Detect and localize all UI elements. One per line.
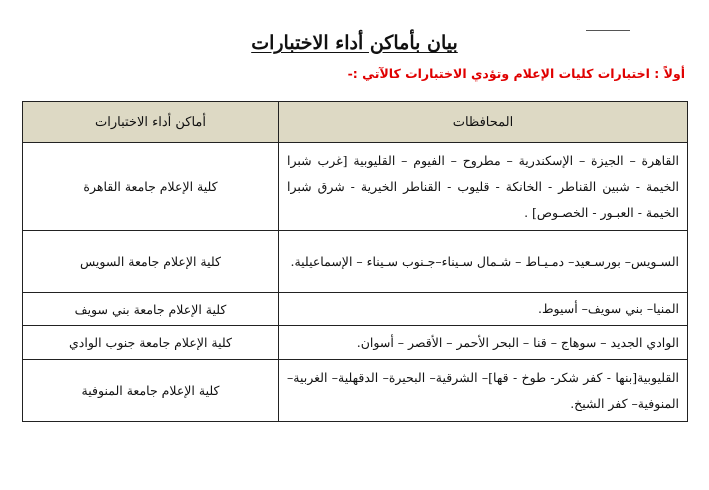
governorates-cell: القليوبية[بنها - كفر شكر- طوخ - قها]– الشرقية– البحيرة– الدقهلية– الغربية– المنوفية– كفر الشيخ. <box>279 360 688 422</box>
location-cell: كلية الإعلام جامعة القاهرة <box>23 143 279 231</box>
table-row <box>23 231 688 293</box>
table-row <box>23 293 688 326</box>
location-cell: كلية الإعلام جامعة السويس <box>23 231 279 293</box>
table-row <box>23 360 688 422</box>
governorates-cell: القاهرة – الجيزة – الإسكندرية – مطروح – الفيوم – القليوبية [غرب شبرا الخيمة - شبين القناطر - الخانكة - قليوب - القناطر الخيرية - شرق شبرا الخيمة - العبـور - الخصـوص] . <box>279 143 688 231</box>
header-governorates: المحافظات <box>279 102 688 143</box>
document-subtitle: أولاً : اختبارات كليات الإعلام وتؤدي الاختبارات كالآتي :- <box>347 66 685 81</box>
governorates-cell: المنيا– بني سويف– أسيوط. <box>279 293 688 326</box>
table-header-row <box>23 102 688 143</box>
top-decorative-rule <box>586 30 630 31</box>
table-row <box>23 143 688 231</box>
location-cell: كلية الإعلام جامعة بني سويف <box>23 293 279 326</box>
header-locations: أماكن أداء الاختبارات <box>23 102 279 143</box>
document-title: بيان بأماكن أداء الاختبارات <box>251 32 458 54</box>
location-cell: كلية الإعلام جامعة المنوفية <box>23 360 279 422</box>
exam-locations-table <box>22 101 688 422</box>
governorates-cell: الوادي الجديد – سوهاج – قنا – البحر الأحمر – الأقصر – أسوان. <box>279 326 688 360</box>
table-row <box>23 326 688 360</box>
governorates-cell: السـويس– بورسـعيد– دمـيـاط – شـمال سـيناء–جـنوب سـيناء – الإسماعيلية. <box>279 231 688 293</box>
location-cell: كلية الإعلام جامعة جنوب الوادي <box>23 326 279 360</box>
